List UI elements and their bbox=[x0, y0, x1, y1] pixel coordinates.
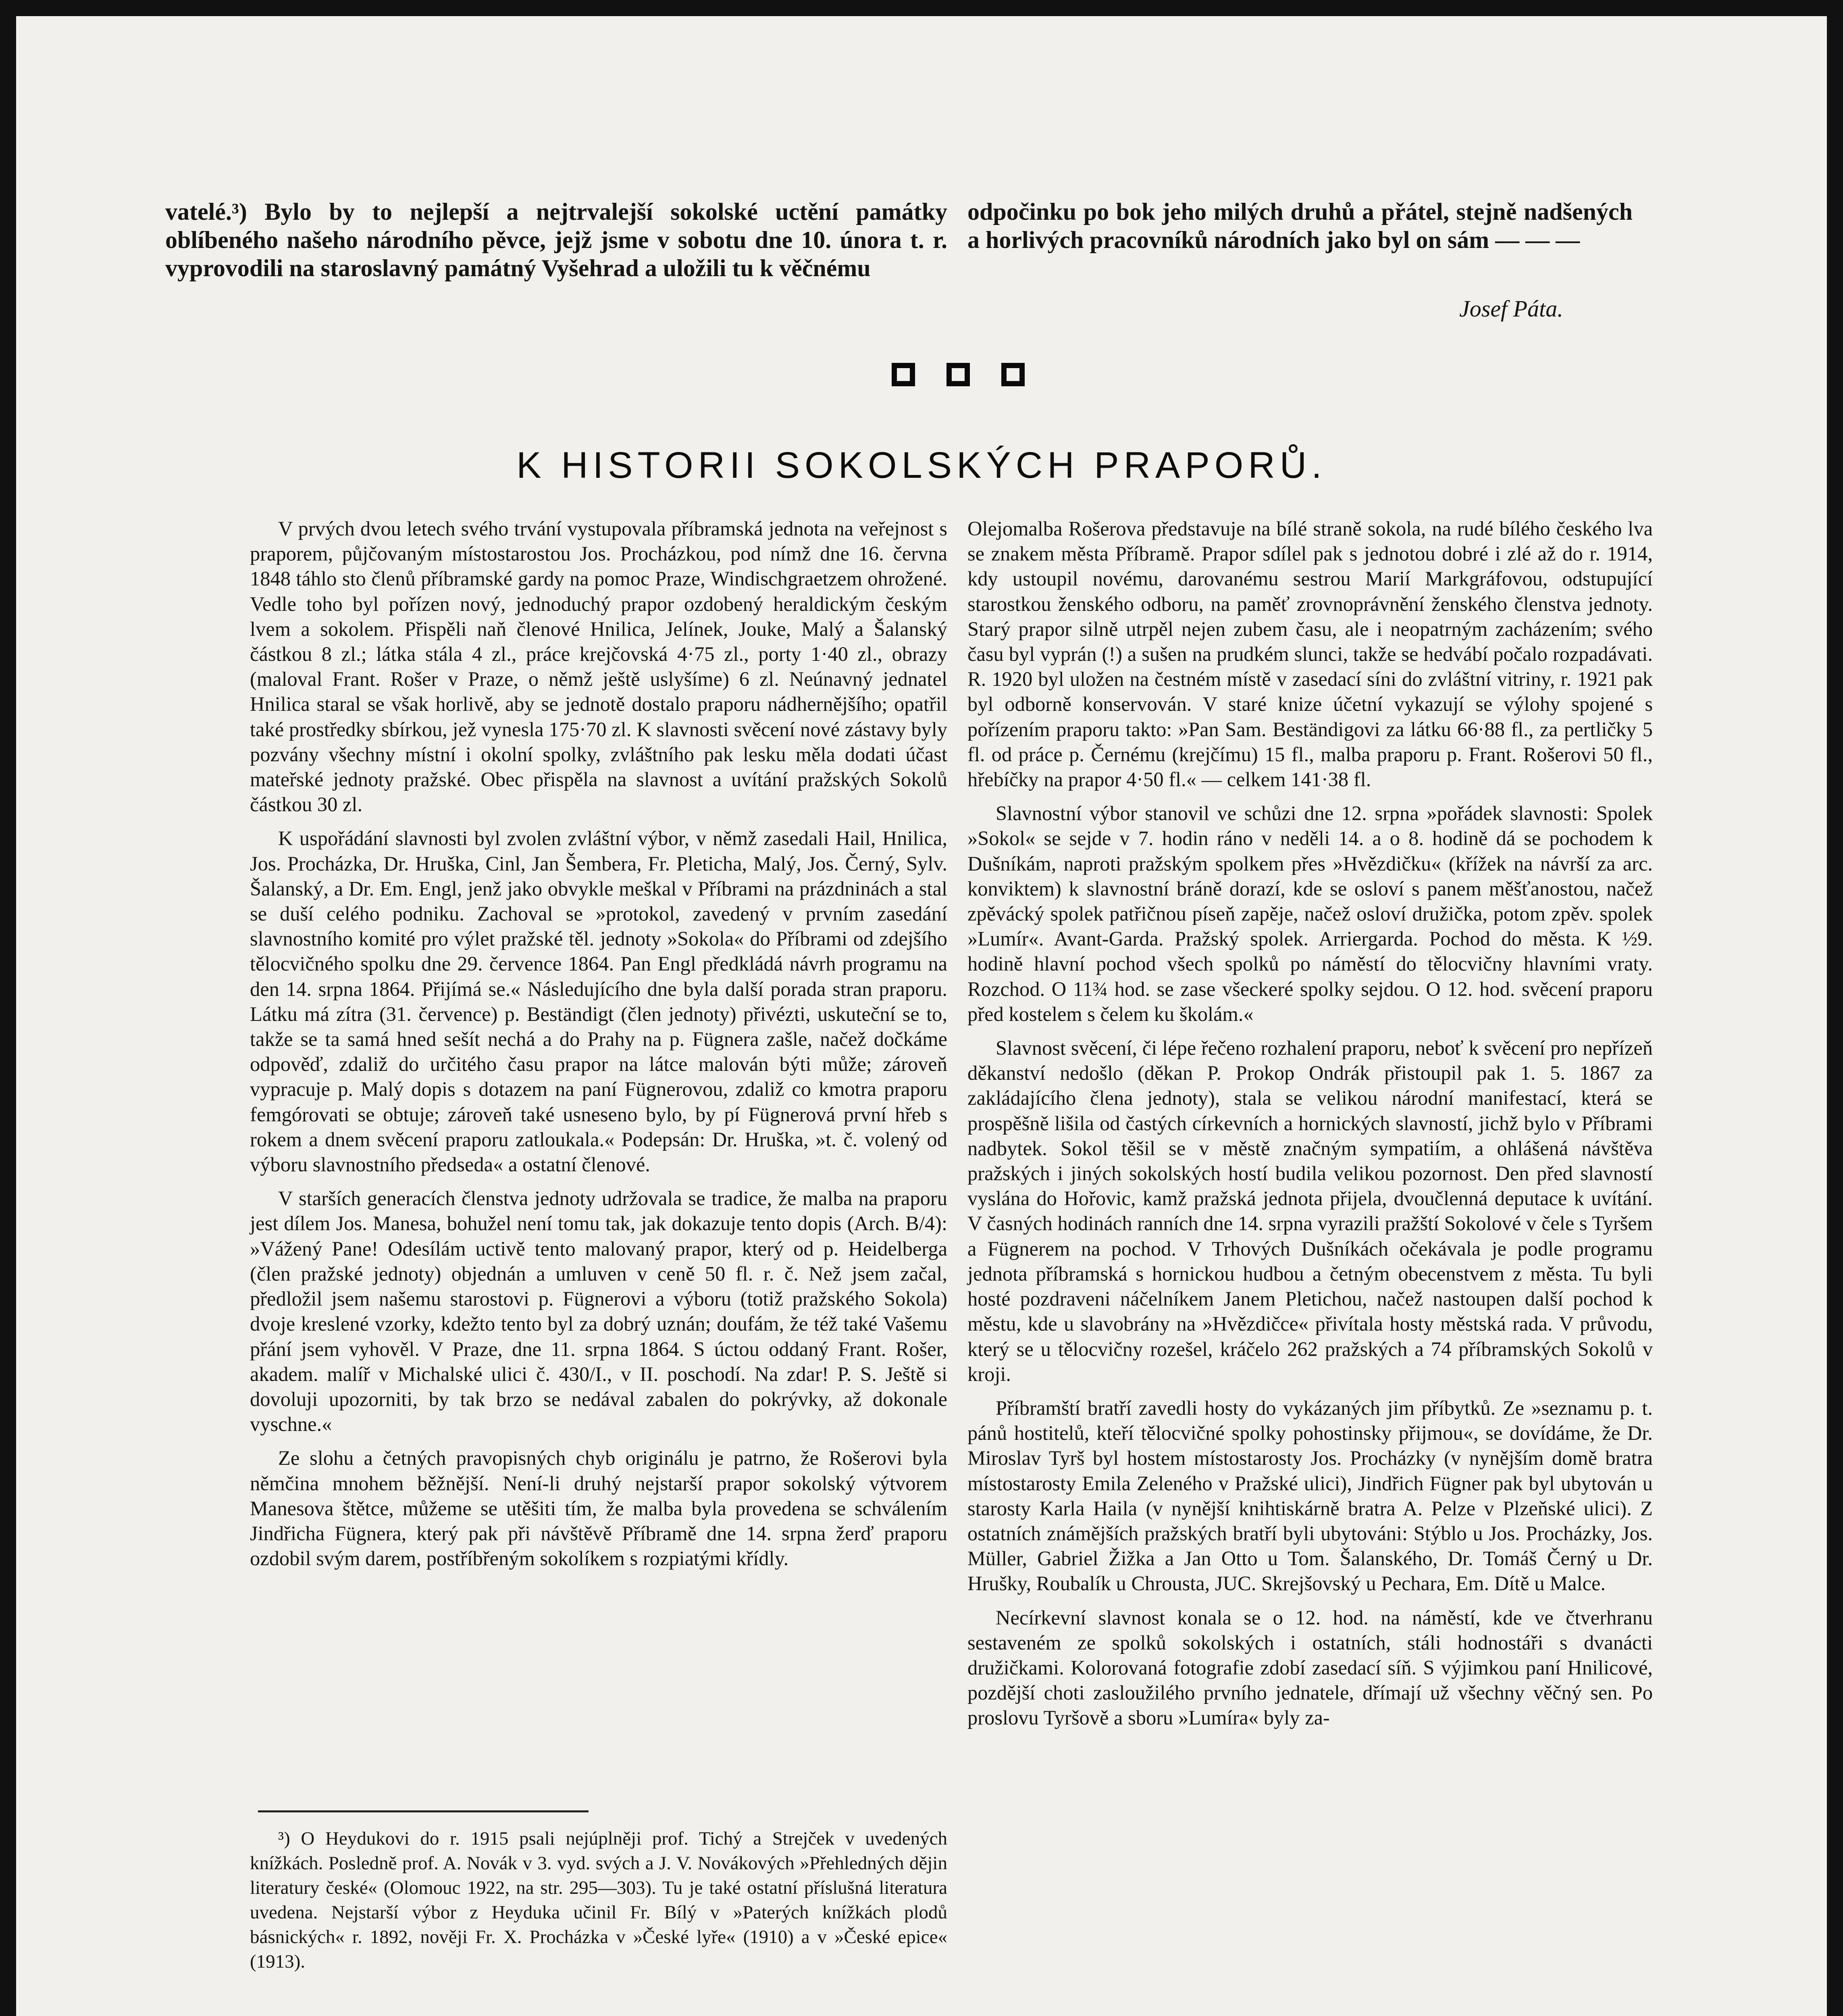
top-right-column bbox=[967, 198, 1633, 254]
paragraph: Slavnost svěcení, či lépe řečeno rozhalení praporu, neboť k svěcení pro nepřízeň děkanství nedošlo (děkan P. Prokop Ondrák přistoupil pak 1. 5. 1867 za zakládajícího člena jednoty), stala se velikou národní manifestací, která se prospěšně lišila od častých církevních a hornických slavností, jichž bylo v Příbrami nadbytek. Sokol těšil se v městě značným sympatiím, a ohlášená návštěva pražských i jiných sokolských hostí budila velikou pozornost. Den před slavností vyslána do Hořovic, kamž pražská jednota přijela, dvoučlenná deputace k uvítání. V časných hodinách ranních dne 14. srpna vyrazili pražští Sokolové v čele s Tyršem a Fügnerem na pochod. V Trhových Dušníkách očekávala je podle programu jednota příbramská s hornickou hudbou a četným obecenstvem z města. Tu byli hosté pozdraveni náčelníkem Janem Pletichou, načež nastoupen další pochod k městu, kde u slavobrány na »Hvězdičce« přivítala hosty městská rada. V průvodu, který se u tělocvičny rozešel, kráčelo 262 pražských a 74 příbramských Sokolů v kroji. bbox=[967, 1037, 1653, 1385]
square-ornament-icon bbox=[946, 363, 970, 386]
paragraph: V prvých dvou letech svého trvání vystupovala příbramská jednota na veřejnost s praporem, půjčovaným místostarostou Jos. Procházkou, pod nímž dne 16. června 1848 táhlo sto členů příbramské gardy na pomoc Praze, Windischgraetzem ohrožené. Vedle toho byl pořízen nový, jednoduchý prapor ozdobený heraldickým českým lvem a sokolem. Přispěli naň členové Hnilica, Jelínek, Jouke, Malý a Šalanský částkou 8 zl.; látka stála 4 zl., práce krejčovská 4·75 zl., porty 1·40 zl., obrazy (maloval Frant. Rošer v Praze, o němž ještě uslyšíme) 6 zl. Neúnavný jednatel Hnilica staral se však horlivě, aby se jednotě dostalo praporu nádhernějšího; opatřil také prostředky sbírkou, jež vynesla 175·70 zl. K slavnosti svěcení nové zástavy byly pozvány všechny místní i okolní spolky, zvláštního pak lesku měla dodati účast mateřské jednoty pražské. Obec přispěla na slavnost a uvítání pražských Sokolů částkou 30 zl. bbox=[250, 517, 947, 816]
paragraph: Olejomalba Rošerova představuje na bílé straně sokola, na rudé bílého českého lva se znakem města Příbramě. Prapor sdílel pak s jednotou dobré i zlé až do r. 1914, kdy ustoupil novému, darovanému sestrou Marií Markgráfovou, odstupující starostkou ženského odboru, na paměť zrovnoprávnění ženského členstva jednoty. Starý prapor silně utrpěl nejen zubem času, ale i neopatrným zacházením; svého času byl vyprán (!) a sušen na prudkém slunci, takže se hedvábí počalo rozpadávati. R. 1920 byl uložen na čestném místě v zasedací síni do zvláštní vitriny, r. 1921 pak byl odborně konservován. V staré knize účetní vykazují se výlohy spojené s pořízením praporu takto: »Pan Sam. Beständigovi za látku 66·88 fl., za pertličky 5 fl. od práce p. Černému (krejčímu) 15 fl., malba praporu p. Frant. Rošerovi 50 fl., hřebíčky na prapor 4·50 fl.« — celkem 141·38 fl. bbox=[967, 517, 1653, 791]
document-page bbox=[16, 16, 1827, 2016]
square-ornament-icon bbox=[1001, 363, 1025, 386]
paragraph: Ze slohu a četných pravopisných chyb originálu je patrno, že Rošerovi byla němčina mnohem běžnější. Není-li druhý nejstarší prapor sokolský výtvorem Manesova štětce, můžeme se utěšiti tím, že malba byla provedena se schválením Jindřicha Fügnera, který pak při návštěvě Příbramě dne 14. srpna žerď praporu ozdobil svým darem, postříbřeným sokolíkem s rozpiatými křídly. bbox=[250, 1447, 947, 1570]
paragraph: Slavnostní výbor stanovil ve schůzi dne 12. srpna »pořádek slavnosti: Spolek »Sokol« se sejde v 7. hodin ráno v neděli 14. a o 8. hodině dá se pochodem k Dušníkám, naproti pražským spolkem přes »Hvězdičku« (křížek na návrší za arc. konviktem) k slavnostní bráně dorazí, kde se osloví s panem měšťanostou, načež zpěvácký spolek patřičnou píseň zapěje, načež osloví družička, potom zpěv. spolek »Lumír«. Avant-Garda. Pražský spolek. Arriergarda. Pochod do města. K ½9. hodině hlavní pochod všech spolků po náměstí do tělocvičny hlavními vraty. Rozchod. O 11¾ hod. se zase všeckeré spolky sejdou. O 12. hod. svěcení praporu před kostelem s čelem ku školám.« bbox=[967, 802, 1653, 1025]
article-heading: K HISTORII SOKOLSKÝCH PRAPORŮ. bbox=[516, 445, 1327, 486]
section-divider bbox=[892, 363, 1025, 386]
paragraph: K uspořádání slavnosti byl zvolen zvláštní výbor, v němž zasedali Hail, Hnilica, Jos. Procházka, Dr. Hruška, Cinl, Jan Šembera, Fr. Pleticha, Malý, Jos. Černý, Sylv. Šalanský, a Dr. Em. Engl, jenž jako obvykle meškal v Příbrami na prázdninách a stal se duší celého podniku. Zachoval se »protokol, zavedený v prvním zasedání slavnostního komité pro výlet pražské těl. jednoty »Sokola« do Příbrami od zdejšího tělocvičného spolku dne 29. července 1864. Pan Engl předkládá návrh programu na den 14. srpna 1864. Přijímá se.« Následujícího dne byla další porada stran praporu. Látku má zítra (31. července) p. Beständigt (člen jednoty) přivézti, uskuteční se to, takže se ta samá hned sešít nechá a do Prahy na p. Fügnera zašle, načež dočkáme odpověď, zdaliž do určitého času prapor na látce malován býti může; zároveň vypracuje p. Malý dopis s dotazem na paní Fügnerovou, zdaliž co kmotra praporu femgórovati se obtuje; zároveň také usneseno bylo, by pí Fügnerová první hřeb s rokem a dnem svěcení praporu zatloukala.« Podepsán: Dr. Hruška, »t. č. volený od výboru slavnostního předseda« a ostatní členové. bbox=[250, 827, 947, 1176]
footnote-text: ³) O Heydukovi do r. 1915 psali nejúplněji prof. Tichý a Strejček v uvedených knížkách. Posledně prof. A. Novák v 3. vyd. svých a J. V. Novákových »Přehledných dějin literatury české« (Olomouc 1922, na str. 295—303). Tu je také ostatní příslušná literatura uvedena. Nejstarší výbor z Heyduka učinil Fr. Bílý v »Paterých knížkách plodů básnických« r. 1892, nověji Fr. X. Procházka v »České lyře« (1910) a v »České epice« (1913). bbox=[250, 1828, 947, 1972]
top-left-column bbox=[165, 198, 947, 282]
footnote bbox=[250, 1826, 947, 1974]
right-text-column bbox=[967, 516, 1653, 1731]
top-left-text: vatelé.³) Bylo by to nejlepší a nejtrvalejší sokolské uctění památky oblíbeného našeho národního pěvce, jejž jsme v sobotu dne 10. února t. r. vyprovodili na staroslavný památný Vyšehrad a uložili tu k věčnému bbox=[165, 198, 947, 281]
author-signature: Josef Páta. bbox=[1459, 296, 1563, 322]
paragraph: Necírkevní slavnost konala se o 12. hod. na náměstí, kde ve čtverhranu sestaveném ze spolků sokolských i ostatních, stáli hodnostáři s dvanácti družičkami. Kolorovaná fotografie zdobí zasedací síň. S výjimkou paní Hnilicové, pozdější choti zasloužilého prvního jednatele, dřímají už všechny věčný sen. Po proslovu Tyršově a sboru »Lumíra« byly za- bbox=[967, 1606, 1653, 1729]
left-text-column bbox=[250, 516, 947, 1571]
paragraph: V starších generacích členstva jednoty udržovala se tradice, že malba na praporu jest dílem Jos. Manesa, bohužel není tomu tak, jak dokazuje tento dopis (Arch. B/4): »Vážený Pane! Odesílám uctivě tento malovaný prapor, který od p. Heidelberga (člen pražské jednoty) objednán a umluven v ceně 50 fl. r. č. Než jsem začal, předložil jsem našemu starostovi p. Fügnerovi a výboru (totiž pražského Sokola) dvoje kreslené vzorky, kdežto tento byl za dobrý uznán; doufám, že též také Vašemu přání jsem vyhověl. V Praze, dne 11. srpna 1864. S úctou oddaný Frant. Rošer, akadem. malíř v Michalské ulici č. 430/I., v II. poschodí. Na zdar! P. S. Ještě si dovoluji upozorniti, by tak brzo se nedával zabalen do pokrývky, až dokonale vyschne.« bbox=[250, 1187, 947, 1436]
square-ornament-icon bbox=[892, 363, 915, 386]
footnote-divider bbox=[258, 1810, 589, 1812]
top-right-text: odpočinku po bok jeho milých druhů a přátel, stejně nadšených a horlivých pracovníků národních jako byl on sám — — — bbox=[967, 198, 1633, 253]
paragraph: Příbramští bratří zavedli hosty do vykázaných jim příbytků. Ze »seznamu p. t. pánů hostitelů, kteří tělocvičné spolky pohostinsky přijmou«, se dovídáme, že Dr. Miroslav Tyrš byl hostem místostarosty Jos. Procházky (v nynějším domě bratra místostarosty Emila Zeleného v Pražské ulici), Jindřich Fügner pak byl ubytován u starosty Karla Haila (v nynější knihtiskárně bratra A. Pelze v Plzeňské ulici). Z ostatních známějších pražských bratří byli ubytováni: Stýblo u Jos. Procházky, Jos. Müller, Gabriel Žižka a Jan Otto u Tom. Šalanského, Dr. Tomáš Černý u Dr. Hrušky, Roubalík u Chrousta, JUC. Skrejšovský u Pechara, Em. Dítě u Malce. bbox=[967, 1396, 1653, 1595]
